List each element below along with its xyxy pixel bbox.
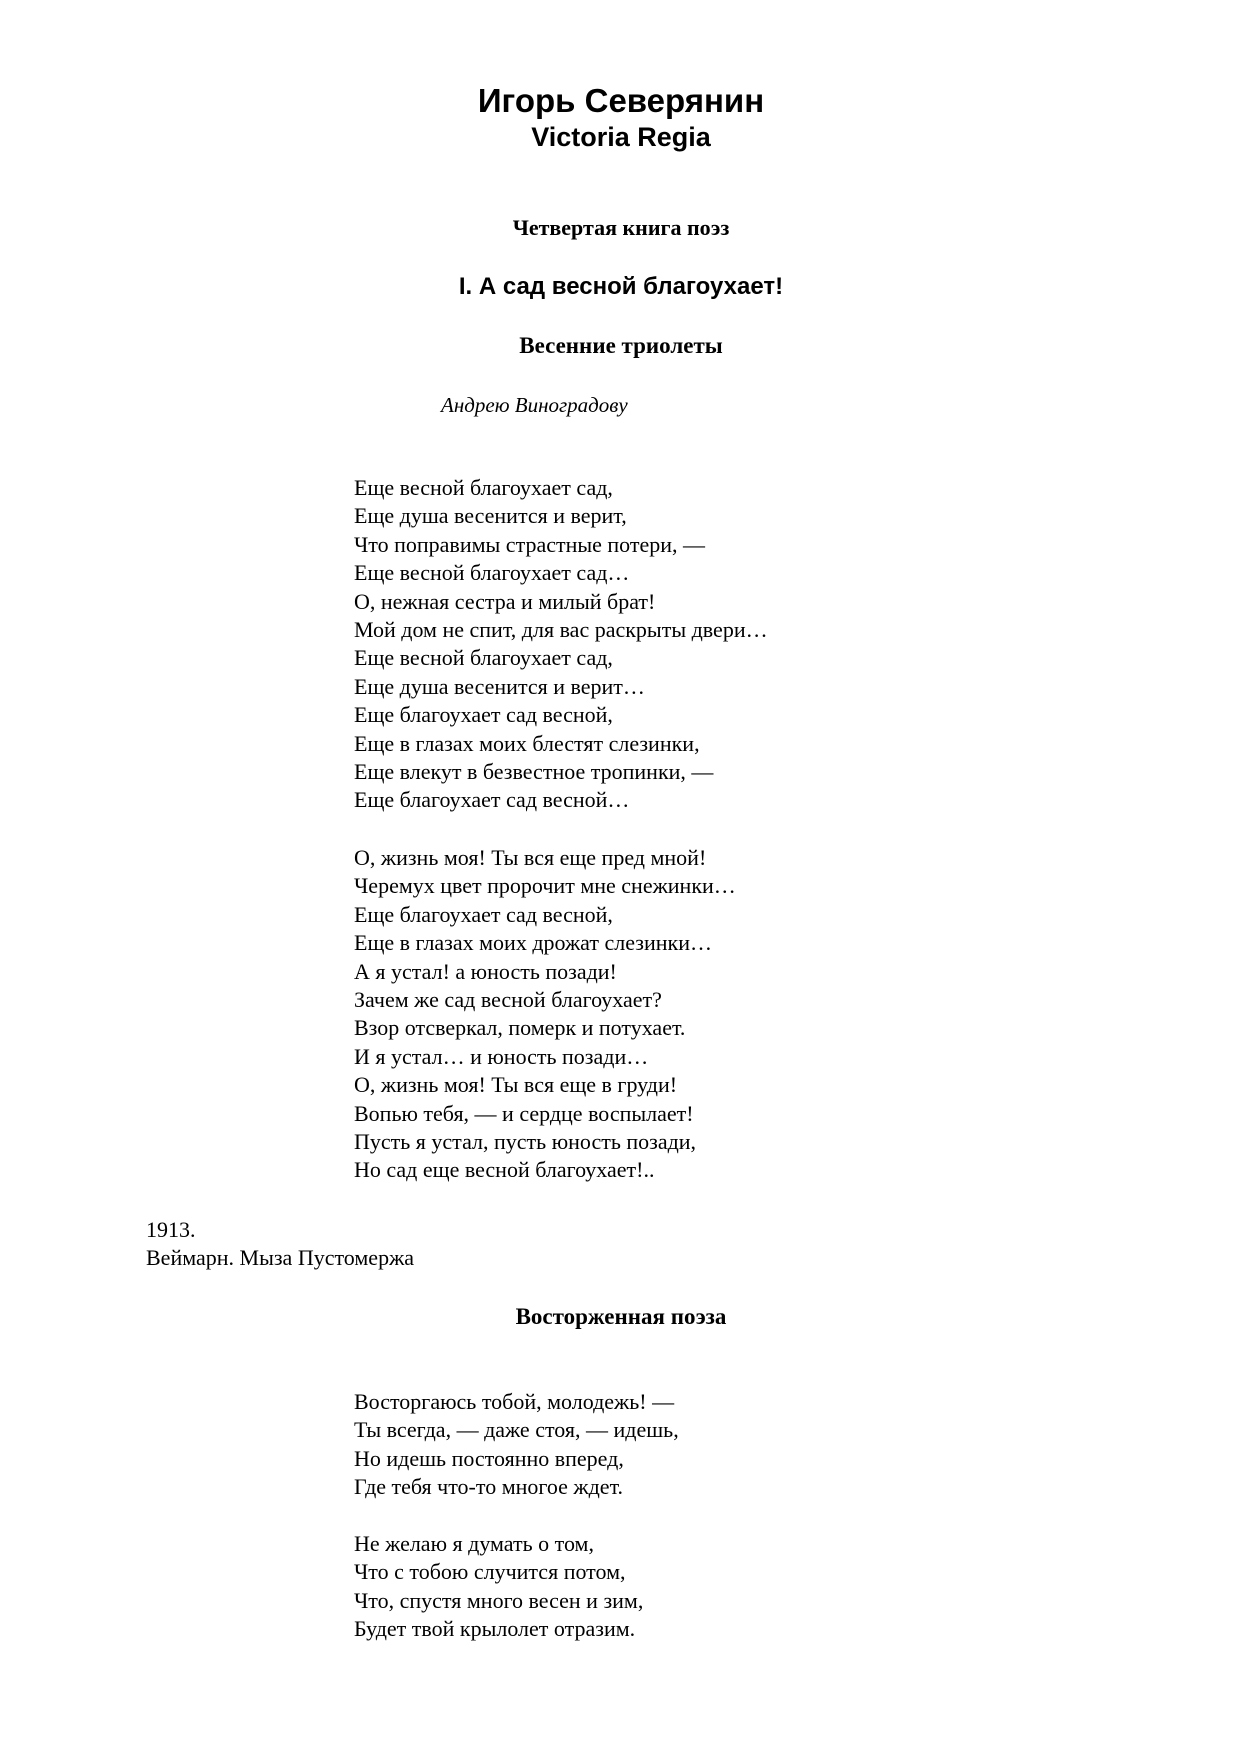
section-title: I. А сад весной благоухает! [458,273,784,300]
poem-line: Ты всегда, — даже стоя, — идешь, [354,1417,679,1443]
stanza [354,474,768,815]
poem-line: А я устал! а юность позади! [354,958,617,984]
poem-place: Веймарн. Мыза Пустомержа [146,1245,415,1270]
poem-title: Весенние триолеты [519,333,723,358]
poem-line: Еще в глазах моих блестят слезинки, [354,730,700,756]
poem-line: Но идешь постоянно вперед, [354,1445,624,1471]
poem-line: Пусть я устал, пусть юность позади, [354,1128,697,1154]
poem-line: Еще благоухает сад весной… [354,787,630,813]
book-title: Victoria Regia [531,122,711,152]
poem-line: Черемух цвет пророчит мне снежинки… [354,873,736,899]
poem-line: О, нежная сестра и милый брат! [354,588,656,614]
poem-date: 1913. [146,1217,196,1242]
stanza [354,844,736,1185]
poem-line: О, жизнь моя! Ты вся еще пред мной! [354,845,707,870]
author-name: Игорь Северянин [477,82,765,119]
poem-line: Зачем же сад весной благоухает? [354,986,662,1012]
poem-line: О, жизнь моя! Ты вся еще в груди! [354,1072,678,1098]
poem-line: Вопью тебя, — и сердце воспылает! [354,1100,694,1126]
poem-line: Еще весной благоухает сад… [354,560,630,586]
poem-line: Еще благоухает сад весной, [354,702,613,728]
poem-line: Еще весной благоухает сад, [354,645,613,671]
poem-line: Что с тобою случится потом, [354,1559,626,1585]
poem-line: Но сад еще весной благоухает!.. [354,1157,655,1183]
poem-line: Не желаю я думать о том, [354,1531,594,1556]
poem-line: И я устал… и юность позади… [354,1043,649,1069]
poem-line: Еще весной благоухает сад, [354,475,613,500]
poem-line: Восторгаюсь тобой, молодежь! — [354,1389,675,1414]
book-subtitle: Четвертая книга поэз [512,215,730,240]
poem-line: Еще в глазах моих дрожат слезинки… [354,930,712,956]
stanza [354,1388,679,1502]
dedication: Андрею Виноградову [441,393,628,417]
poem-line: Еще влекут в безвестное тропинки, — [354,758,714,784]
poem-line: Взор отсверкал, померк и потухает. [354,1015,686,1041]
poem-line: Еще душа весенится и верит… [354,673,645,699]
poem-line: Еще душа весенится и верит, [354,503,627,529]
poem-line: Что поправимы страстные потери, — [354,531,706,557]
poem-line: Мой дом не спит, для вас раскрыты двери… [354,616,768,642]
poem-line: Где тебя что-то многое ждет. [354,1474,624,1500]
poem-line: Еще благоухает сад весной, [354,901,613,927]
stanza [354,1530,643,1644]
poem-line: Что, спустя много весен и зим, [354,1587,644,1613]
poem-title: Восторженная поэза [515,1304,727,1329]
poem-line: Будет твой крылолет отразим. [354,1616,636,1642]
